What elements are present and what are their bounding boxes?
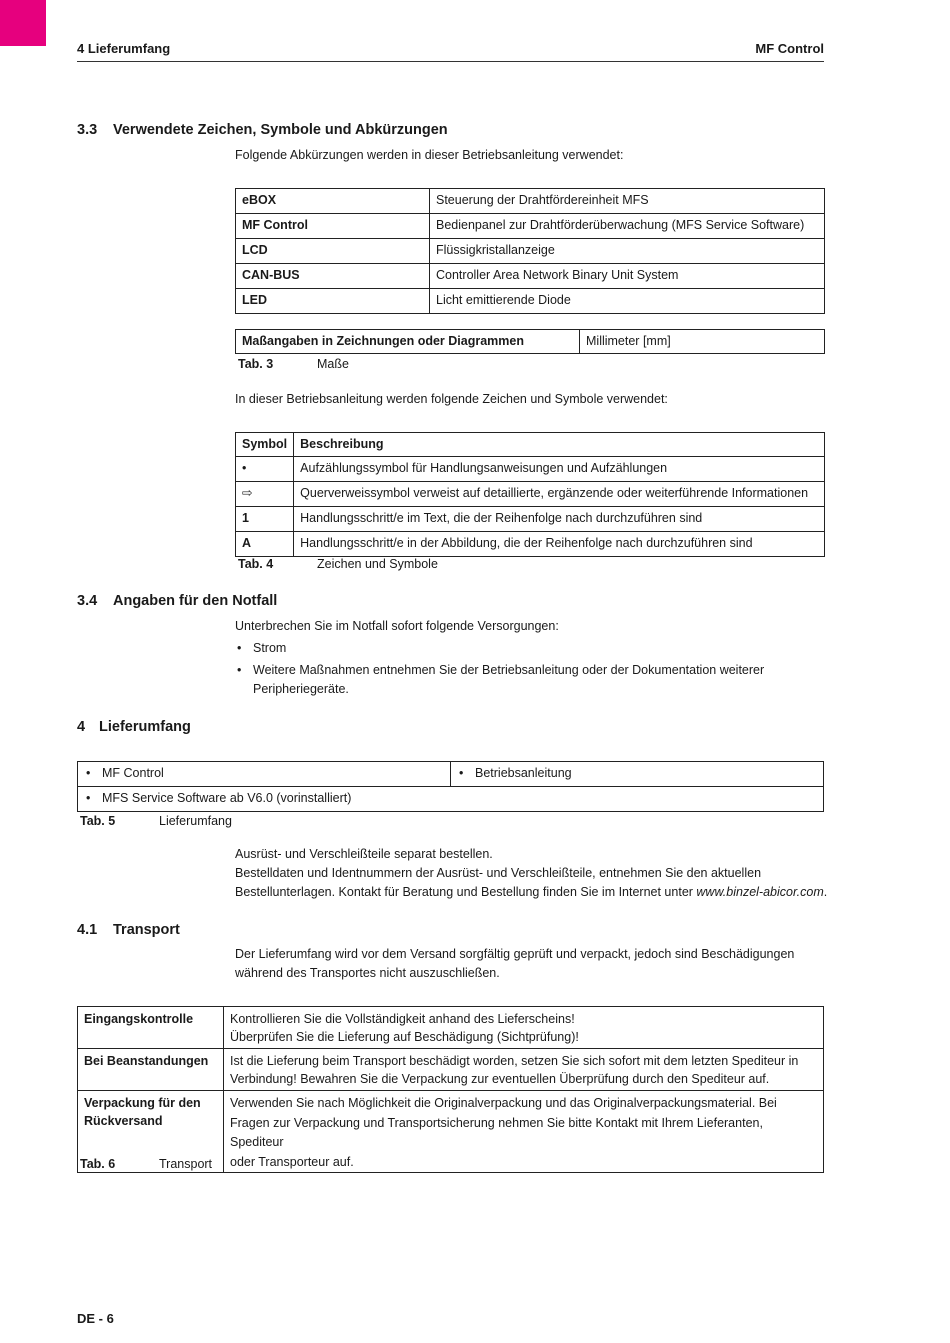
- table-caption: Tab. 4 Zeichen und Symbole: [238, 557, 438, 571]
- table-row: [78, 787, 824, 812]
- table-row: ⇨ Querverweissymbol verweist auf detaillierte, ergänzende oder weiterführende Informationen: [236, 482, 825, 507]
- table-row: [78, 762, 824, 787]
- table-row: Verpackung für den Rückversand Verwenden Sie nach Möglichkeit die Originalverpackung und das Originalverpackungsmaterial. Bei Fragen zur Verpackung und Transportsicherung nehmen Sie bitte Kontakt mit Ihrem Lieferanten, Spediteur oder Transporteur auf.: [78, 1091, 824, 1173]
- section-heading-3-4: 3.4 Angaben für den Notfall: [77, 593, 278, 609]
- list-item: • Betriebsanleitung: [457, 764, 817, 783]
- table-row: MF Control Bedienpanel zur Drahtförderüberwachung (MFS Service Software): [236, 214, 825, 239]
- order-note: Ausrüst- und Verschleißteile separat bestellen. Bestelldaten und Identnummern der Ausrüst- und Verschleißteile, entnehmen Sie den aktuellen Bestellunterlagen. Kontakt für Beratung und Bestellung finden Sie im Internet unter www.binzel-abicor.com.: [235, 847, 828, 899]
- transport-table: [77, 1006, 824, 1173]
- running-header: [77, 41, 824, 62]
- section-title: Verwendete Zeichen, Symbole und Abkürzungen: [113, 122, 448, 138]
- header-product: MF Control: [755, 41, 824, 56]
- section-heading-4: 4 Lieferumfang: [77, 719, 191, 735]
- table-row: Bei Beanstandungen Ist die Lieferung beim Transport beschädigt worden, setzen Sie sich sofort mit dem letzten Spediteur in Verbindung! Bewahren Sie die Verpackung zur eventuellen Überprüfung durch den Spediteur auf.: [78, 1049, 824, 1091]
- list-item: • MF Control: [84, 764, 444, 783]
- section-heading-4-1: 4.1 Transport: [77, 922, 180, 938]
- emergency-block: Unterbrechen Sie im Notfall sofort folgende Versorgungen: • Strom • Weitere Maßnahmen entnehmen Sie der Betriebsanleitung oder der Dokumentation weiterer Peripheriegeräte.: [235, 617, 795, 699]
- table-row: LED Licht emittierende Diode: [236, 289, 825, 314]
- list-item: • MFS Service Software ab V6.0 (vorinstalliert): [84, 789, 817, 808]
- section-heading-3-3: [77, 122, 448, 138]
- abbrev-intro: Folgende Abkürzungen werden in dieser Betriebsanleitung verwendet:: [235, 148, 624, 162]
- page-marker: [0, 0, 46, 46]
- scope-table: [77, 761, 824, 812]
- list-item: • Strom: [235, 639, 795, 658]
- table-row: • Aufzählungssymbol für Handlungsanweisungen und Aufzählungen: [236, 457, 825, 482]
- emergency-list: [235, 639, 795, 699]
- arrow-icon: ⇨: [236, 482, 294, 507]
- table-header-row: Symbol Beschreibung: [236, 433, 825, 457]
- list-item: • Weitere Maßnahmen entnehmen Sie der Betriebsanleitung oder der Dokumentation weiterer Peripheriegeräte.: [235, 661, 795, 699]
- table-row: LCD Flüssigkristallanzeige: [236, 239, 825, 264]
- table-row: eBOX Steuerung der Drahtfördereinheit MFS: [236, 189, 825, 214]
- table-row: A Handlungsschritt/e in der Abbildung, die der Reihenfolge nach durchzuführen sind: [236, 532, 825, 557]
- table-caption: Tab. 6 Transport: [80, 1157, 213, 1171]
- abbreviation-table: [235, 188, 825, 314]
- website-link[interactable]: www.binzel-abicor.com: [696, 885, 824, 899]
- dimension-table: [235, 329, 825, 354]
- page-number: DE - 6: [77, 1311, 114, 1326]
- table-caption: Tab. 5 Lieferumfang: [80, 814, 232, 828]
- header-chapter: 4 Lieferumfang: [77, 41, 171, 56]
- table-row: Maßangaben in Zeichnungen oder Diagrammen Millimeter [mm]: [236, 330, 825, 354]
- symbols-table: [235, 432, 825, 557]
- table-row: CAN-BUS Controller Area Network Binary Unit System: [236, 264, 825, 289]
- section-number: 3.3: [77, 122, 98, 138]
- table-row: Eingangskontrolle Kontrollieren Sie die Vollständigkeit anhand des Lieferscheins! Überprüfen Sie die Lieferung auf Beschädigung (Sichtprüfung)!: [78, 1007, 824, 1049]
- transport-intro: Der Lieferumfang wird vor dem Versand sorgfältig geprüft und verpackt, jedoch sind Beschädigungen während des Transportes nicht auszuschließen.: [235, 947, 795, 980]
- table-caption: Tab. 3 Maße: [238, 357, 349, 371]
- symbols-intro: In dieser Betriebsanleitung werden folgende Zeichen und Symbole verwendet:: [235, 392, 668, 406]
- table-row: 1 Handlungsschritt/e im Text, die der Reihenfolge nach durchzuführen sind: [236, 507, 825, 532]
